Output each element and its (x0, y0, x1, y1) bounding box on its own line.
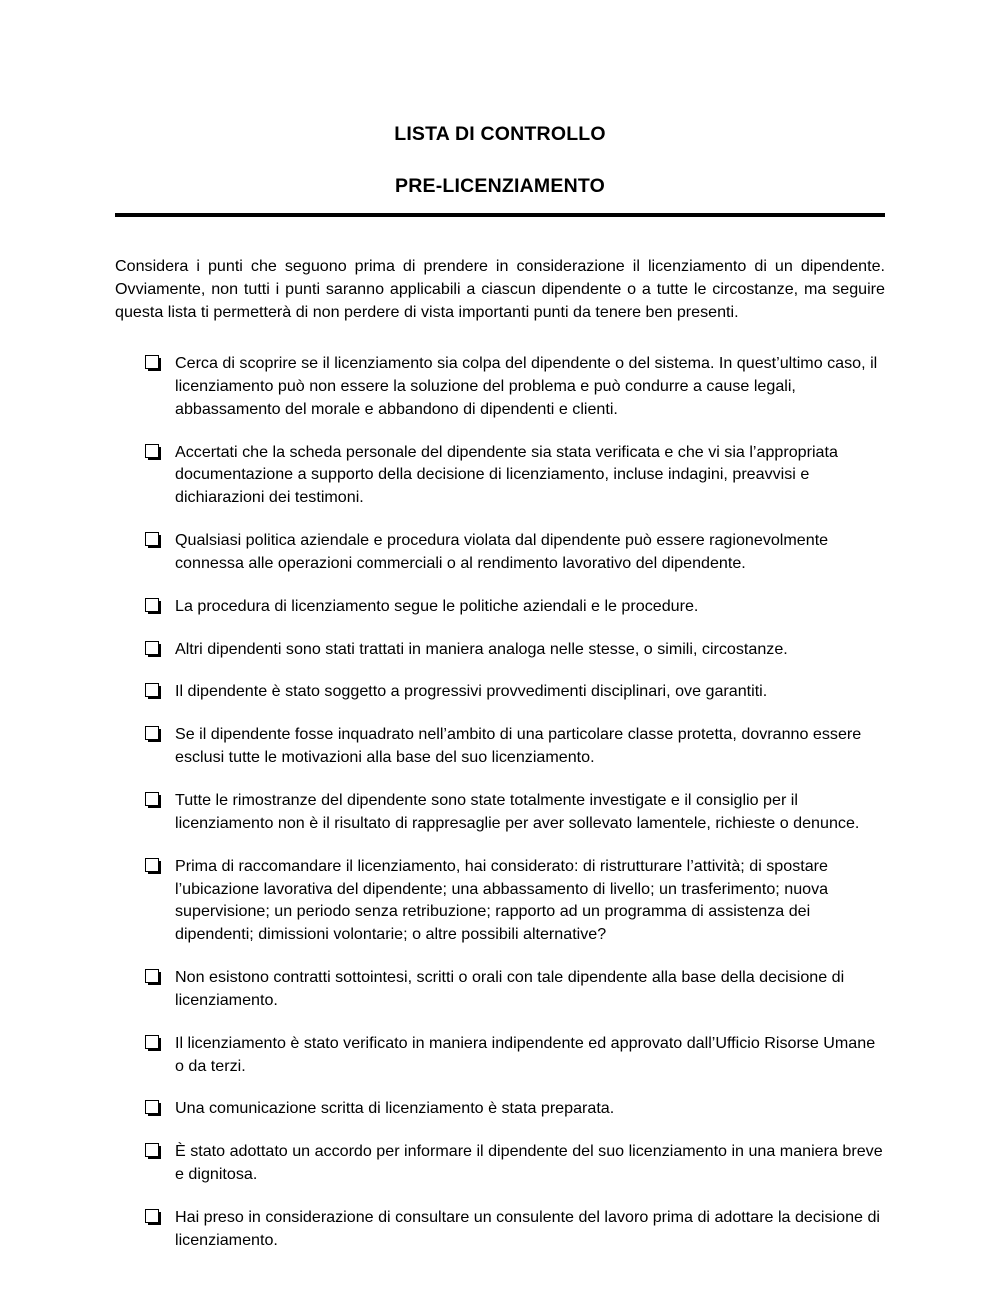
checkbox-face (145, 1100, 159, 1114)
checklist-item[interactable] (145, 680, 887, 703)
header-divider (115, 213, 885, 217)
checklist-item-label: Cerca di scoprire se il licenziamento sia colpa del dipendente o del sistema. In quest’ultimo caso, il licenziamento può non essere la soluzione del problema e può condurre a cause legali, abbassamento del morale e abbandono di dipendenti e clienti. (175, 354, 878, 418)
page-title-line-2: PRE-LICENZIAMENTO (395, 175, 605, 198)
empty-checkbox-icon[interactable] (145, 792, 159, 806)
checklist-item-label: Non esistono contratti sottointesi, scritti o orali con tale dipendente alla base della decisione di licenziamento. (175, 968, 845, 1009)
checkbox-face (145, 1143, 159, 1157)
checkbox-face (145, 444, 159, 458)
empty-checkbox-icon[interactable] (145, 444, 159, 458)
checkbox-face (145, 969, 159, 983)
checklist-item[interactable] (145, 789, 887, 835)
checklist-item-label: Il licenziamento è stato verificato in maniera indipendente ed approvato dall’Ufficio Risorse Umane o da terzi. (175, 1033, 876, 1075)
checklist-item-label: Qualsiasi politica aziendale e procedura violata dal dipendente può essere ragionevolmente connessa alle operazioni commerciali o al rendimento lavorativo del dipendente. (175, 531, 829, 572)
empty-checkbox-icon[interactable] (145, 1035, 159, 1049)
checklist-item[interactable] (145, 855, 887, 946)
checklist-item[interactable] (145, 1097, 887, 1120)
checklist-item[interactable] (145, 638, 887, 661)
checklist (145, 352, 887, 1252)
intro-paragraph: Considera i punti che seguono prima di prendere in considerazione il licenziamento di un dipendente. Ovviamente, non tutti i punti saranno applicabili a ciascun dipendente o a tutte le circostanze, ma seguire questa lista ti permetterà di non perdere di vista importanti punti da tenere ben presenti. (115, 257, 885, 321)
checklist-item[interactable] (145, 352, 887, 421)
checkbox-face (145, 598, 159, 612)
checklist-item-label: Accertati che la scheda personale del dipendente sia stata verificata e che vi sia l’appropriata documentazione a supporto della decisione di licenziamento, incluse indagini, preavvisi e dichiarazioni dei testimoni. (175, 442, 838, 507)
checkbox-face (145, 641, 159, 655)
checkbox-face (145, 1209, 159, 1223)
checkbox-face (145, 683, 159, 697)
checklist-item[interactable] (145, 966, 887, 1012)
checklist-item-label: Altri dipendenti sono stati trattati in maniera analoga nelle stesse, o simili, circostanze. (175, 639, 788, 658)
checkbox-face (145, 355, 159, 369)
checklist-item[interactable] (145, 441, 887, 510)
empty-checkbox-icon[interactable] (145, 1209, 159, 1223)
checklist-item-label: Una comunicazione scritta di licenziamento è stata preparata. (175, 1099, 615, 1118)
checklist-item[interactable] (145, 1032, 887, 1078)
empty-checkbox-icon[interactable] (145, 969, 159, 983)
checkbox-face (145, 726, 159, 740)
document-header (115, 122, 885, 199)
checklist-item-label: Prima di raccomandare il licenziamento, hai considerato: di ristrutturare l’attività; di spostare l’ubicazione lavorativa del dipendente; una abbassamento di livello; un trasferimento; nuova supervisione; un periodo senza retribuzione; rapporto ad un programma di assistenza dei dipendenti; dimissioni volontarie; o altre possibili alternative? (175, 856, 829, 944)
checkbox-face (145, 858, 159, 872)
checklist-item-label: È stato adottato un accordo per informare il dipendente del suo licenziamento in una maniera breve e dignitosa. (175, 1142, 883, 1184)
checklist-item[interactable] (145, 595, 887, 618)
checklist-item[interactable] (145, 1140, 887, 1186)
empty-checkbox-icon[interactable] (145, 1143, 159, 1157)
checklist-item[interactable] (145, 1206, 887, 1252)
checkbox-face (145, 1035, 159, 1049)
empty-checkbox-icon[interactable] (145, 683, 159, 697)
checklist-item-label: Il dipendente è stato soggetto a progressivi provvedimenti disciplinari, ove garantiti. (175, 682, 768, 701)
empty-checkbox-icon[interactable] (145, 532, 159, 546)
checklist-item-label: Hai preso in considerazione di consultare un consulente del lavoro prima di adottare la decisione di licenziamento. (175, 1207, 880, 1249)
empty-checkbox-icon[interactable] (145, 598, 159, 612)
checklist-item-label: Tutte le rimostranze del dipendente sono state totalmente investigate e il consiglio per il licenziamento non è il risultato di rappresaglie per aver sollevato lamentele, richieste o denunce. (175, 790, 860, 832)
checkbox-face (145, 792, 159, 806)
checklist-item[interactable] (145, 723, 887, 769)
empty-checkbox-icon[interactable] (145, 355, 159, 369)
checklist-item-label: La procedura di licenziamento segue le politiche aziendali e le procedure. (175, 596, 699, 615)
checklist-item[interactable] (145, 529, 887, 575)
empty-checkbox-icon[interactable] (145, 858, 159, 872)
empty-checkbox-icon[interactable] (145, 1100, 159, 1114)
page-title-line-1: LISTA DI CONTROLLO (394, 123, 606, 145)
empty-checkbox-icon[interactable] (145, 641, 159, 655)
checkbox-face (145, 532, 159, 546)
checklist-item-label: Se il dipendente fosse inquadrato nell’ambito di una particolare classe protetta, dovranno essere esclusi tutte le motivazioni alla base del suo licenziamento. (175, 725, 862, 767)
empty-checkbox-icon[interactable] (145, 726, 159, 740)
